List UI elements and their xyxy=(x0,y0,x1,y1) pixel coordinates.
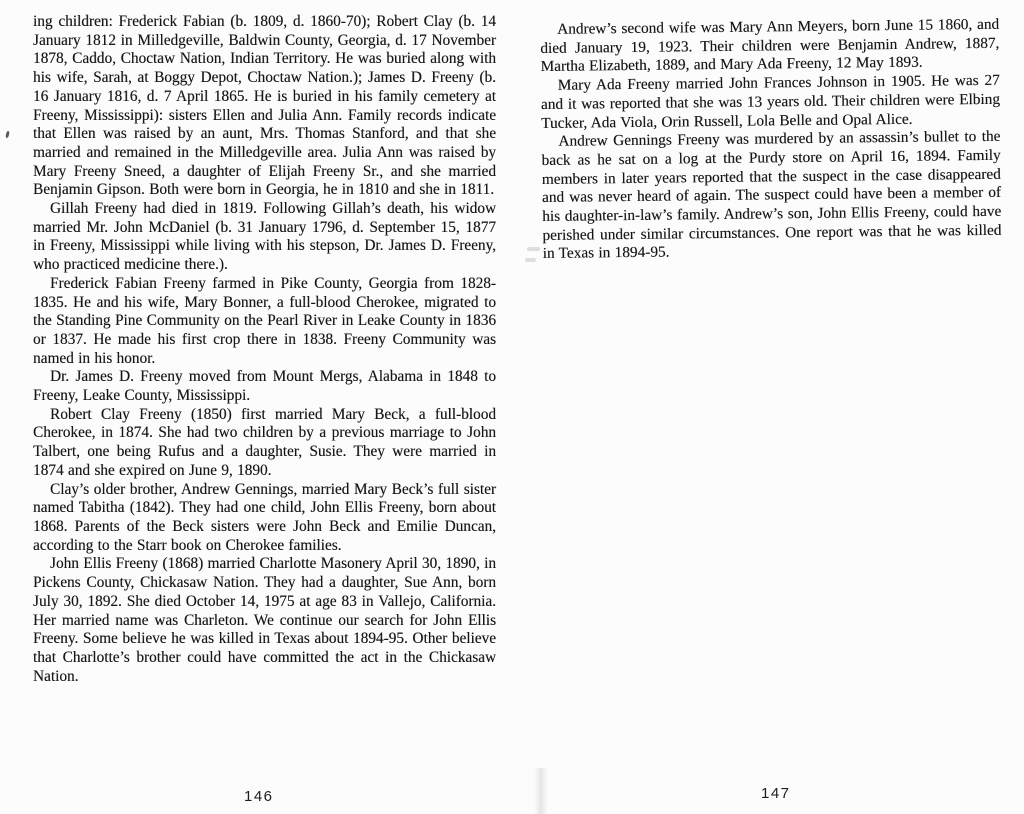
gutter-shadow xyxy=(534,768,548,814)
right-page-number: 147 xyxy=(761,785,791,802)
right-page-text-column xyxy=(540,16,1002,264)
left-page-text-column xyxy=(33,13,496,686)
scan-speck xyxy=(5,131,10,139)
paragraph-left-6: Clay’s older brother, Andrew Gennings, married Mary Beck’s full sister named Tabitha (1842). They had one child, John Ellis Freeny, born about 1868. Parents of the Beck sisters were John Beck and Emilie Duncan, according to the Starr book on Cherokee families. xyxy=(33,480,496,554)
paragraph-left-5: Robert Clay Freeny (1850) first married Mary Beck, a full-blood Cherokee, in 1874. She had two children by a previous marriage to John Talbert, one being Rufus and a daughter, Susie. They were married in 1874 and she expired on June 9, 1890. xyxy=(33,405,496,479)
paragraph-left-2: Gillah Freeny had died in 1819. Following Gillah’s death, his widow married Mr. John McDaniel (b. 31 January 1796, d. September 15, 1877 in Freeny, Mississippi while living with his stepson, Dr. James D. Freeny, who practiced medicine there.). xyxy=(33,200,496,274)
left-page-number: 146 xyxy=(244,788,274,805)
paragraph-right-3: Andrew Gennings Freeny was murdered by an assassin’s bullet to the back as he sat on a log at the Purdy store on April 16, 1894. Family members in later years reported that the suspect in the case disappeared and was never heard of again. The suspect could have been a member of his daughter-in-law’s family. Andrew’s son, John Ellis Freeny, could have perished under similar circumstances. One report was that he was killed in Texas in 1894-95. xyxy=(541,128,1002,263)
paragraph-right-1: Andrew’s second wife was Mary Ann Meyers, born June 15 1860, and died January 19, 1923. Their children were Benjamin Andrew, 1887, Martha Elizabeth, 1889, and Mary Ada Freeny, 12 May 1893. xyxy=(540,15,1000,76)
paragraph-left-3: Frederick Fabian Freeny farmed in Pike County, Georgia from 1828-1835. He and his wife, Mary Bonner, a full-blood Cherokee, migrated to the Standing Pine Community on the Pearl River in Leake County in 1836 or 1837. He made his first crop there in 1838. Freeny Community was named in his honor. xyxy=(33,274,496,367)
paragraph-right-2: Mary Ada Freeny married John Frances Johnson in 1905. He was 27 and it was reported that she was 13 years old. Their children were Elbing Tucker, Ada Viola, Orin Russell, Lola Belle and Opal Alice. xyxy=(540,71,1001,132)
scan-smudge xyxy=(525,258,536,262)
paragraph-left-1: ing children: Frederick Fabian (b. 1809, d. 1860-70); Robert Clay (b. 14 January 1812 in Milledgeville, Baldwin County, Georgia, d. 17 November 1878, Caddo, Choctaw Nation, Indian Territory. He was buried along with his wife, Sarah, at Boggy Depot, Choctaw Nation.); James D. Freeny (b. 16 January 1816, d. 7 April 1865. He is buried in his family cemetery at Freeny, Mississippi): sisters Ellen and Julia Ann. Family records indicate that Ellen was raised by an aunt, Mrs. Thomas Stanford, and that she married and remained in the Milledgeville area. Julia Ann was raised by Mary Freeny Sneed, a daughter of Elijah Freeny Sr., and she married Benjamin Gipson. Both were born in Georgia, he in 1810 and she in 1811. xyxy=(33,13,496,199)
scan-smudge xyxy=(527,247,540,251)
paragraph-left-7: John Ellis Freeny (1868) married Charlotte Masonery April 30, 1890, in Pickens County, Chickasaw Nation. They had a daughter, Sue Ann, born July 30, 1892. She died October 14, 1975 at age 83 in Vallejo, California. Her married name was Charleton. We continue our search for John Ellis Freeny. Some believe he was killed in Texas about 1894-95. Other believe that Charlotte’s brother could have committed the act in the Chickasaw Nation. xyxy=(33,555,496,685)
paragraph-left-4: Dr. James D. Freeny moved from Mount Mergs, Alabama in 1848 to Freeny, Leake County, Mississippi. xyxy=(33,368,496,405)
